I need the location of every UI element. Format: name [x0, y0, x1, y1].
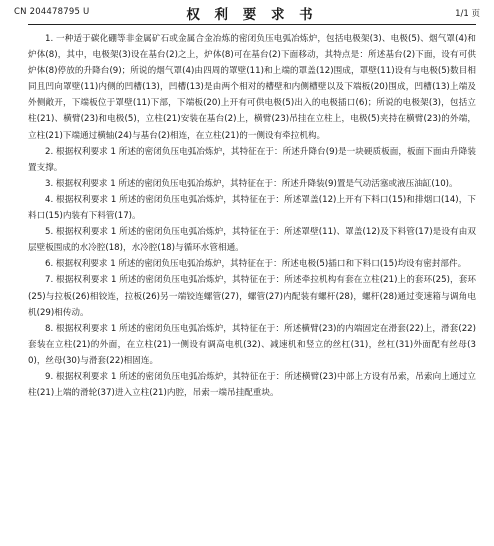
claim-3: 3. 根据权利要求 1 所述的密闭负压电弧冶炼炉，其特征在于：所述升降装(9)置是气动活塞或液压油缸(10)。	[45, 178, 458, 189]
publication-number: CN 204478795 U	[14, 7, 90, 17]
claim-5: 5. 根据权利要求 1 所述的密闭负压电弧冶炼炉，其特征在于：所述罩壁(11)、罩盖(12)及下料管(17)是设有由双层壁板围成的水冷腔(18)，水冷腔(18)与循环水管相通。	[28, 227, 476, 254]
page-number: 1/1 页	[455, 9, 480, 19]
claim-6: 6. 根据权利要求 1 所述的密闭负压电弧冶炼炉，其特征在于：所述电极(5)插口和下料口(15)均设有密封部件。	[45, 259, 467, 270]
claim-7: 7. 根据权利要求 1 所述的密闭负压电弧冶炼炉，其特征在于：所述牵拉机构有套在立柱(21)上的套环(25)，套环(25)与拉板(26)相铰连，拉板(26)另一端铰连螺管(27)，螺管(27)内配装有螺杆(28)，螺杆(28)通过变速箱与调角电机(29)相传动。	[28, 275, 476, 318]
claim-4: 4. 根据权利要求 1 所述的密闭负压电弧冶炼炉，其特征在于：所述罩盖(12)上开有下料口(15)和排烟口(14)，下料口(15)内装有下料管(17)。	[28, 194, 476, 222]
document-title: 权 利 要 求 书	[186, 7, 318, 23]
claim-9: 9. 根据权利要求 1 所述的密闭负压电弧冶炼炉，其特征在于：所述横臂(23)中部上方设有吊索，吊索向上通过立柱(21)上端的滑轮(37)进入立柱(21)内腔，吊索一端吊挂配重块。	[28, 371, 476, 399]
page-header	[14, 0, 480, 25]
claim-1: 1. 一种适于碳化硼等非金属矿石或金属合金冶炼的密闭负压电弧冶炼炉，包括电极架(3)、电极(5)、烟气罩(4)和炉体(8)，其中，电极架(3)设在基台(2)之上，炉体(8)可在基台(2)下面移动，其特点是：所述基台(2)下面，设有可供炉体(8)停放的升降台(9)；所说的烟气罩(4)由四周的罩壁(11)和上端的罩盖(12)围成，罩壁(11)设有与电极(5)数目相同且凹向罩壁(11)内侧的凹槽(13)，凹槽(13)是由两个相对的槽壁和内侧槽壁以及下端板(20)围成，凹槽(13)上端及外侧敞开，下端板位于罩壁(11)下部，下端板(20)上开有可供电极(5)出入的电极插口(6)；所说的电极架(3)，包括立柱(21)、横臂(23)和电极(5)，立柱(21)安装在基台(2)上，横臂(23)吊挂在立柱上，电极(5)夹持在横臂(23)的外端，立柱(21)下端通过横轴(24)与基台(2)相连，在立柱(21)的一侧设有牵拉机构。	[28, 34, 476, 141]
claim-8: 8. 根据权利要求 1 所述的密闭负压电弧冶炼炉，其特征在于：所述横臂(23)的内端固定在滑套(22)上，滑套(22)套装在立柱(21)的外面，在立柱(21)一侧设有调高电机(32)、减速机和竖立的丝杠(31)，丝杠(31)外面配有丝母(30)，丝母(30)与滑套(22)相固连。	[28, 323, 476, 366]
claims-list	[28, 31, 476, 401]
claim-2: 2. 根据权利要求 1 所述的密闭负压电弧冶炼炉，其特征在于：所述升降台(9)是一块硬质板面，板面下面由升降装置支撑。	[28, 146, 476, 173]
